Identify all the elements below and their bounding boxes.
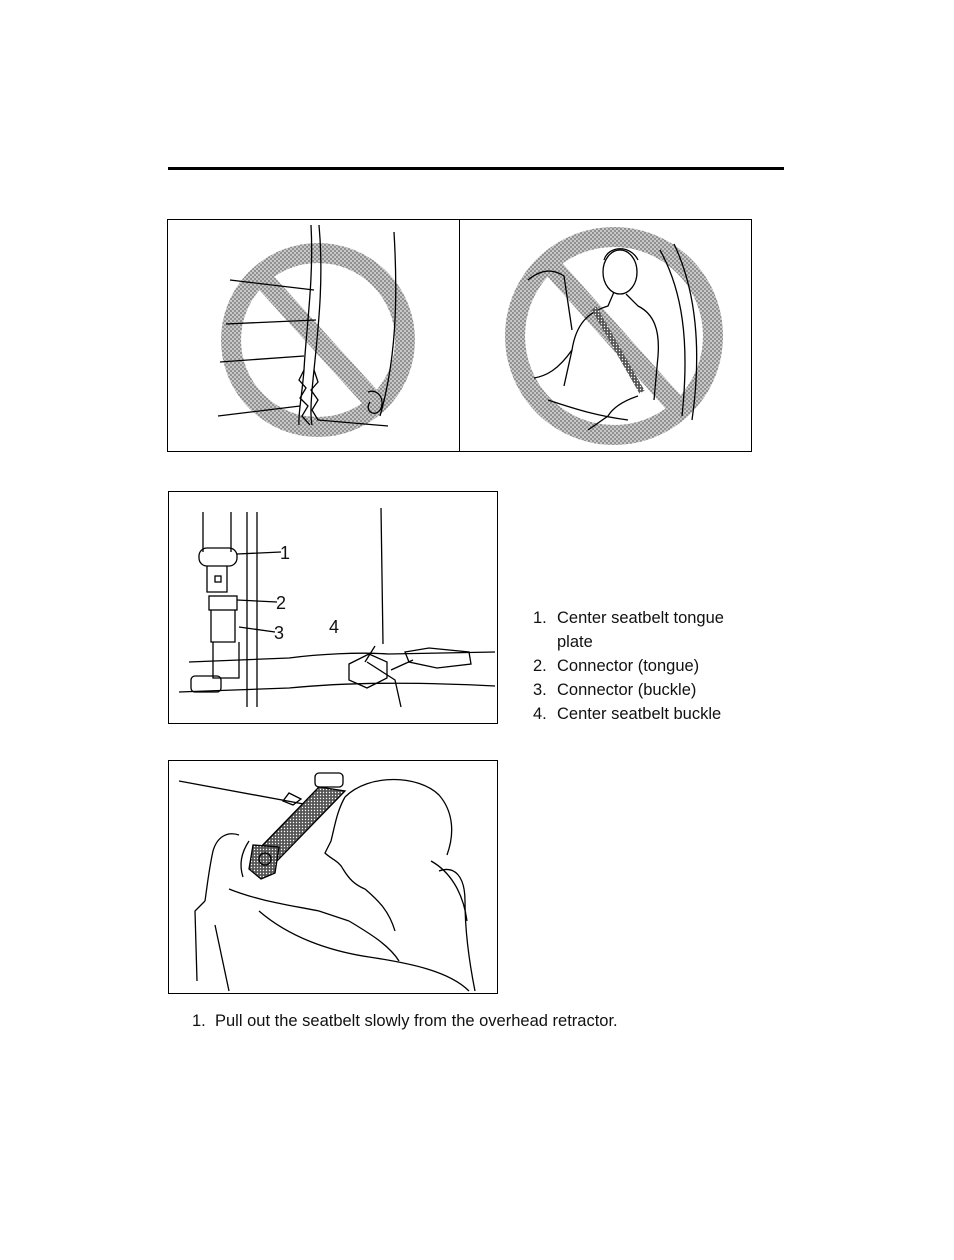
callout-4: 4 [329,617,340,637]
legend-number: 4. [533,705,547,723]
legend-item [533,606,757,654]
figure-center-seatbelt [168,491,498,724]
callout-3: 3 [274,623,285,643]
legend-text: Center seatbelt buckle [557,705,722,723]
legend-text: Center seatbelt tongue plate [557,609,724,651]
legend-item [533,654,757,678]
figure-prohibited-usage [167,219,752,452]
step-text: Pull out the seatbelt slowly from the overhead retractor. [215,1012,618,1030]
step-number: 1. [192,1012,206,1030]
center-seatbelt-illustration [169,492,498,724]
callout-1: 1 [280,543,291,563]
legend-item [533,702,757,726]
legend-number: 2. [533,657,547,675]
legend-item [533,678,757,702]
legend-text: Connector (tongue) [557,657,700,675]
instruction-step [192,1010,618,1032]
legend-number: 1. [533,609,547,627]
header-rule [168,167,784,170]
figure-overhead-retractor [168,760,498,994]
figure-divider [459,220,460,451]
prohibited-usage-illustration [168,220,752,452]
component-legend [533,606,757,726]
legend-number: 3. [533,681,547,699]
legend-text: Connector (buckle) [557,681,697,699]
overhead-retractor-illustration [169,761,498,994]
callout-2: 2 [276,593,287,613]
